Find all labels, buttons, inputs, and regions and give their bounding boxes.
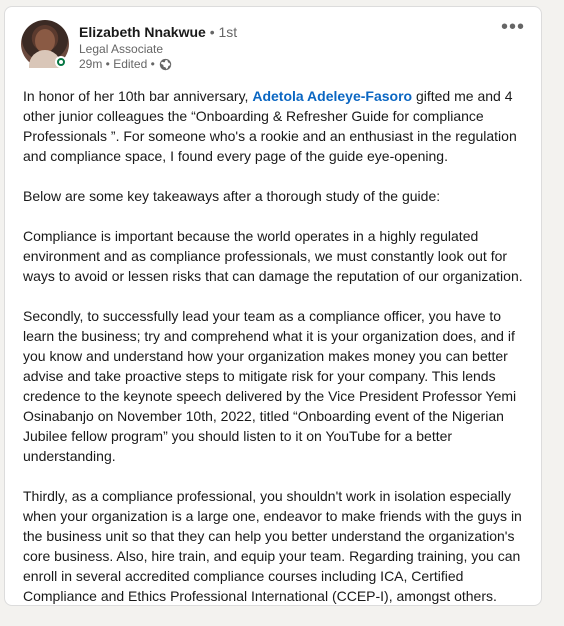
- post-paragraph: [23, 86, 533, 166]
- online-status-icon: [57, 58, 65, 66]
- author-name-row: [79, 23, 237, 41]
- post-paragraph: Below are some key takeaways after a thorough study of the guide:: [23, 188, 441, 204]
- more-options-button[interactable]: •••: [500, 15, 525, 38]
- post-paragraph: Secondly, to successfully lead your team as a compliance officer, you have to learn the business; try and comprehend what it is your organization does, and if you know and understand how your organization makes money you can better advise and take proactive steps to mitigate risk for your company. This lends credence to the keynote speech delivered by the Vice President Professor Yemi Osinabanjo on November 10th, 2022, titled “Onboarding event of the Nigerian Jubilee fellow program” you should listen to it on YouTube for a better understanding.: [23, 308, 517, 464]
- paragraph-text: In honor of her 10th bar anniversary,: [23, 88, 253, 104]
- post-text: [23, 86, 533, 626]
- author-name[interactable]: Elizabeth Nnakwue: [79, 24, 206, 40]
- post-meta: [79, 56, 172, 72]
- post-paragraph: Compliance is important because the world operates in a highly regulated environment and as compliance professionals, we must constantly look out for ways to avoid or lessen risks that can damage the reputation of our organization.: [23, 228, 523, 284]
- globe-icon: [159, 58, 172, 71]
- paragraph-text: gifted me and 4 other junior colleagues the “Onboarding & Refresher Guide for compliance Professionals ”. For someone who's a rookie and an enthusiast in the regulation and compliance space, I found every page of the guide eye-opening.: [23, 88, 517, 164]
- post-time: 29m • Edited •: [79, 57, 155, 71]
- mention-link[interactable]: Adetola Adeleye-Fasoro: [252, 88, 413, 104]
- presence-indicator: [55, 56, 67, 68]
- author-headline: Legal Associate: [79, 42, 164, 56]
- connection-degree: • 1st: [205, 24, 238, 40]
- post-paragraph: Thirdly, as a compliance professional, you shouldn't work in isolation especially when your organization is a large one, endeavor to make friends with the guys in the business unit so that they can help you better understand the organization's core business. Also, hire train, and equip your team. Regarding training, you can enroll in several accredited compliance courses including ICA, Certified Compliance and Ethics Professional International (CCEP-I), amongst others.: [23, 488, 522, 604]
- post-card: [4, 6, 542, 606]
